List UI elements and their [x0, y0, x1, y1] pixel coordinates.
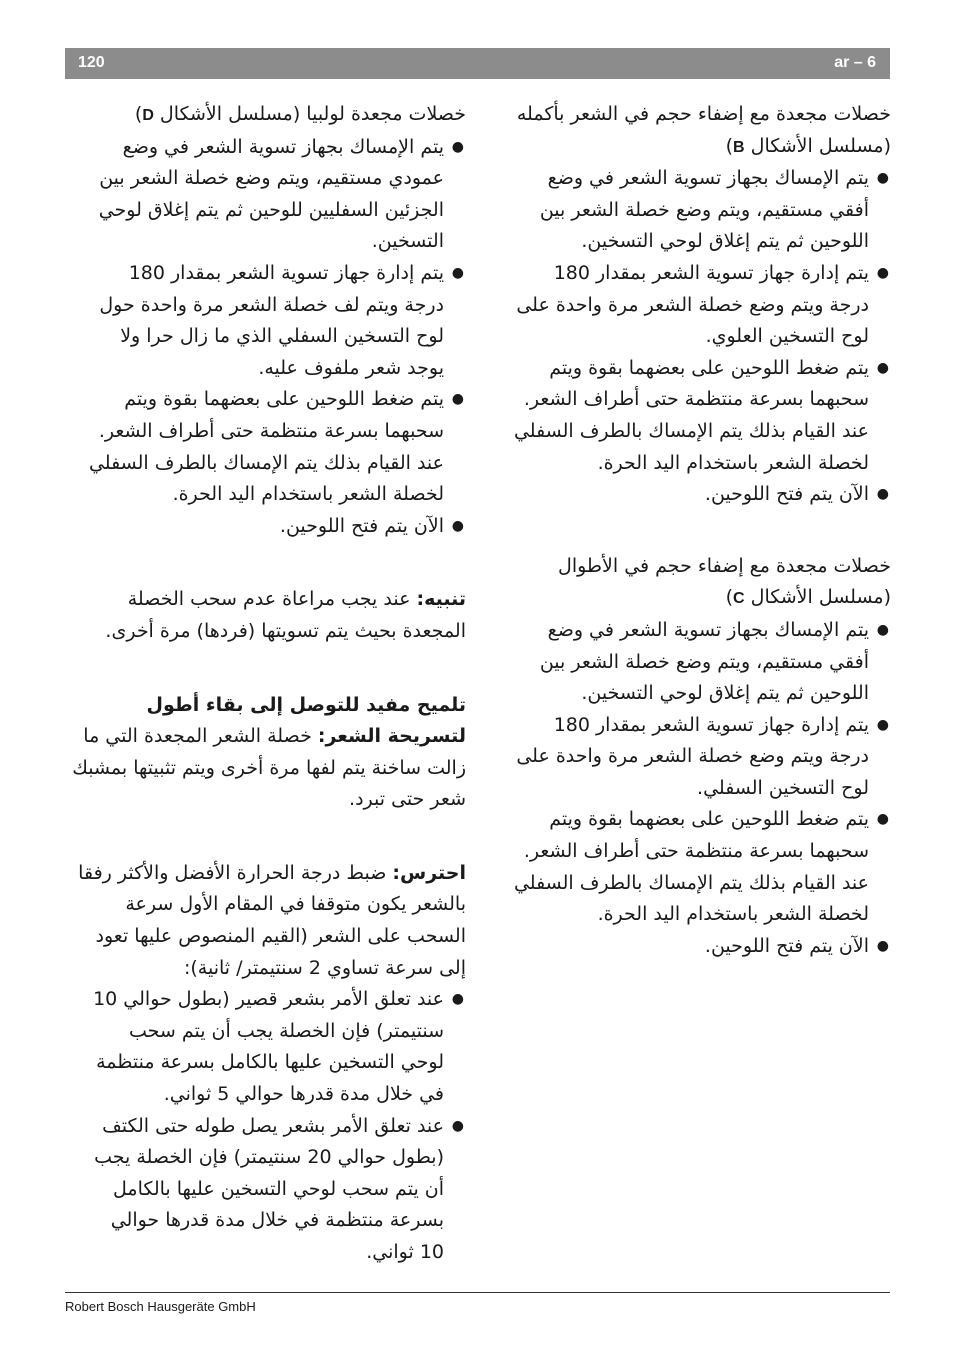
warning-list	[66, 984, 466, 1268]
section-b-title: خصلات مجعدة مع إضفاء حجم في الشعر بأكمله (مسلسل الأشكال B)	[516, 103, 891, 157]
list-item: ● يتم إدارة جهاز تسوية الشعر بمقدار 180 درجة ويتم وضع خصلة الشعر مرة واحدة على لوح التسخين السفلي.	[493, 710, 891, 805]
bullet-icon: ●	[876, 937, 889, 954]
footer-divider	[65, 1292, 890, 1293]
list-item: ● يتم إدارة جهاز تسوية الشعر بمقدار 180 درجة ويتم وضع خصلة الشعر مرة واحدة على لوح التسخين العلوي.	[493, 258, 891, 353]
figure-letter-d: D	[142, 107, 154, 124]
warning-note: احترس: ضبط درجة الحرارة الأفضل والأكثر رفقا بالشعر يكون متوقفا في المقام الأول سرعة السحب على الشعر (القيم المنصوص عليها تعود إلى سرعة تساوي 2 سنتيمتر/ ثانية):	[78, 861, 466, 979]
bullet-icon: ●	[451, 1117, 464, 1134]
bullet-icon: ●	[876, 359, 889, 376]
figure-letter-b: B	[733, 138, 745, 156]
bullet-icon: ●	[451, 391, 464, 408]
left-column	[66, 99, 466, 1269]
section-c-steps	[493, 615, 891, 963]
header-bar	[65, 48, 890, 79]
list-item: ● يتم الإمساك بجهاز تسوية الشعر في وضع أفقي مستقيم، ويتم وضع خصلة الشعر بين اللوحين ثم يتم إغلاق لوحي التسخين.	[493, 615, 891, 710]
list-item: ● يتم ضغط اللوحين على بعضهما بقوة ويتم سحبهما بسرعة منتظمة حتى أطراف الشعر. عند القيام بذلك يتم الإمساك بالطرف السفلي لخصلة الشعر باستخدام اليد الحرة.	[66, 384, 466, 510]
list-item: ● الآن يتم فتح اللوحين.	[493, 479, 891, 511]
section-d-steps	[66, 132, 466, 543]
list-item: ● الآن يتم فتح اللوحين.	[66, 511, 466, 543]
bullet-icon: ●	[876, 811, 889, 828]
right-column	[493, 99, 891, 962]
section-b-steps	[493, 163, 891, 511]
tip-label: تلميح مفيد للتوصل إلى بقاء أطول لتسريحة الشعر:	[146, 693, 466, 748]
section-b	[493, 99, 891, 511]
bullet-icon: ●	[451, 264, 464, 281]
page-number: 120	[78, 54, 105, 71]
figure-letter-c: C	[733, 590, 745, 608]
bullet-icon: ●	[451, 991, 464, 1008]
bullet-icon: ●	[876, 264, 889, 281]
list-item: ● يتم ضغط اللوحين على بعضهما بقوة ويتم سحبهما بسرعة منتظمة حتى أطراف الشعر. عند القيام بذلك يتم الإمساك بالطرف السفلي لخصلة الشعر باستخدام اليد الحرة.	[493, 353, 891, 479]
caution-note: تنبيه: عند يجب مراعاة عدم سحب الخصلة المجعدة بحيث يتم تسويتها (فردها) مرة أخرى.	[105, 588, 466, 642]
bullet-icon: ●	[451, 517, 464, 534]
list-item: ● يتم ضغط اللوحين على بعضهما بقوة ويتم سحبهما بسرعة منتظمة حتى أطراف الشعر. عند القيام بذلك يتم الإمساك بالطرف السفلي لخصلة الشعر باستخدام اليد الحرة.	[493, 804, 891, 930]
bullet-icon: ●	[451, 138, 464, 155]
tip-note: تلميح مفيد للتوصل إلى بقاء أطول لتسريحة الشعر: خصلة الشعر المجعدة التي ما زالت ساخنة يتم لفها مرة أخرى ويتم تثبيتها بمشبك شعر حتى تبرد.	[72, 693, 466, 811]
warning-label: احترس:	[392, 861, 466, 884]
list-item: ● يتم الإمساك بجهاز تسوية الشعر في وضع عمودي مستقيم، ويتم وضع خصلة الشعر بين الجزئين السفليين للوحين ثم يتم إغلاق لوحي التسخين.	[66, 132, 466, 258]
footer-company: Robert Bosch Hausgeräte GmbH	[65, 1299, 256, 1314]
list-item: ● يتم الإمساك بجهاز تسوية الشعر في وضع أفقي مستقيم، ويتم وضع خصلة الشعر بين اللوحين ثم يتم إغلاق لوحي التسخين.	[493, 163, 891, 258]
section-d	[66, 99, 466, 542]
language-page-tag: ar – 6	[834, 54, 876, 71]
bullet-icon: ●	[876, 170, 889, 187]
list-item: ● يتم إدارة جهاز تسوية الشعر بمقدار 180 درجة ويتم لف خصلة الشعر مرة واحدة حول لوح التسخين السفلي الذي ما زال حرا ولا يوجد شعر ملفوف عليه.	[66, 258, 466, 384]
caution-label: تنبيه:	[416, 588, 466, 611]
bullet-icon: ●	[876, 486, 889, 503]
section-c-title: خصلات مجعدة مع إضفاء حجم في الأطوال (مسلسل الأشكال C)	[558, 554, 891, 609]
bullet-icon: ●	[876, 716, 889, 733]
section-c	[493, 551, 891, 963]
list-item: ● الآن يتم فتح اللوحين.	[493, 931, 891, 963]
list-item: ● عند تعلق الأمر بشعر قصير (بطول حوالي 10 سنتيمتر) فإن الخصلة يجب أن يتم سحب لوحي التسخين عليها بالكامل بسرعة منتظمة في خلال مدة قدرها حوالي 5 ثواني.	[66, 984, 466, 1110]
section-d-title: خصلات مجعدة لولبيا (مسلسل الأشكال D)	[134, 103, 466, 125]
list-item: ● عند تعلق الأمر بشعر يصل طوله حتى الكتف (بطول حوالي 20 سنتيمتر) فإن الخصلة يجب أن يتم سحب لوحي التسخين عليها بالكامل بسرعة منتظمة في خلال مدة قدرها حوالي 10 ثواني.	[66, 1111, 466, 1269]
bullet-icon: ●	[876, 621, 889, 638]
